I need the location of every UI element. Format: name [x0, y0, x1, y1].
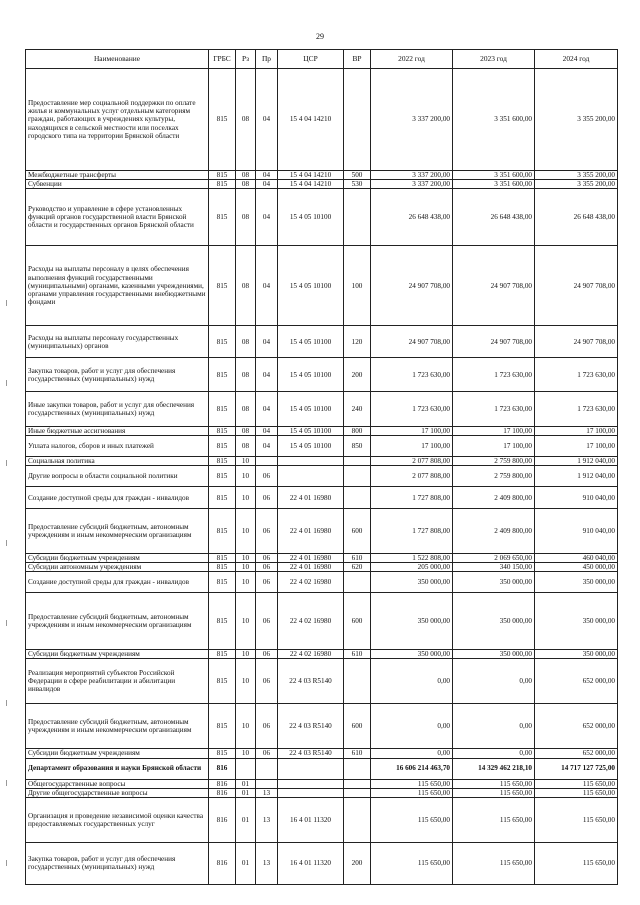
cell-pr: 04	[256, 392, 278, 427]
cell-grbs: 815	[209, 749, 236, 758]
cell-pr: 04	[256, 180, 278, 189]
cell-2022: 24 907 708,00	[371, 246, 453, 326]
cell-2024: 17 100,00	[535, 427, 618, 436]
cell-2022: 115 650,00	[371, 788, 453, 797]
cell-name: Другие общегосударственные вопросы	[26, 788, 209, 797]
cell-name: Создание доступной среды для граждан - инвалидов	[26, 487, 209, 509]
cell-csr: 22 4 03 R5140	[278, 704, 344, 749]
table-row	[26, 466, 618, 487]
table-row	[26, 797, 618, 842]
table-row	[26, 572, 618, 593]
cell-rz: 10	[236, 554, 256, 563]
cell-pr: 04	[256, 358, 278, 392]
cell-rz	[236, 758, 256, 779]
table-row	[26, 69, 618, 171]
cell-vr: 600	[344, 509, 371, 554]
cell-name: Закупка товаров, работ и услуг для обеспечения государственных (муниципальных) нужд	[26, 358, 209, 392]
cell-grbs: 815	[209, 563, 236, 572]
cell-rz: 10	[236, 659, 256, 704]
cell-pr: 04	[256, 436, 278, 457]
cell-2023: 26 648 438,00	[453, 189, 535, 246]
cell-vr	[344, 457, 371, 466]
table-row	[26, 788, 618, 797]
cell-grbs: 815	[209, 392, 236, 427]
table-row	[26, 650, 618, 659]
cell-grbs: 815	[209, 436, 236, 457]
table-row	[26, 563, 618, 572]
cell-pr: 06	[256, 704, 278, 749]
cell-2024: 115 650,00	[535, 797, 618, 842]
cell-vr	[344, 572, 371, 593]
table-row	[26, 758, 618, 779]
cell-grbs: 815	[209, 246, 236, 326]
cell-name: Закупка товаров, работ и услуг для обеспечения государственных (муниципальных) нужд	[26, 842, 209, 884]
cell-2022: 1 522 808,00	[371, 554, 453, 563]
cell-pr: 04	[256, 246, 278, 326]
cell-2022: 24 907 708,00	[371, 326, 453, 358]
cell-csr: 15 4 04 14210	[278, 69, 344, 171]
cell-2024: 1 912 040,00	[535, 466, 618, 487]
cell-vr: 600	[344, 704, 371, 749]
cell-rz: 10	[236, 509, 256, 554]
cell-rz: 10	[236, 466, 256, 487]
cell-name: Субсидии бюджетным учреждениям	[26, 650, 209, 659]
cell-csr: 16 4 01 11320	[278, 842, 344, 884]
cell-csr	[278, 779, 344, 788]
cell-pr: 13	[256, 797, 278, 842]
cell-2022: 115 650,00	[371, 797, 453, 842]
cell-2024: 115 650,00	[535, 842, 618, 884]
table-row	[26, 842, 618, 884]
margin-mark	[6, 860, 7, 866]
cell-rz: 08	[236, 189, 256, 246]
cell-name: Общегосударственные вопросы	[26, 779, 209, 788]
column-header-rz: Рз	[236, 50, 256, 69]
cell-2023: 24 907 708,00	[453, 326, 535, 358]
cell-grbs: 816	[209, 779, 236, 788]
cell-2022: 1 723 630,00	[371, 392, 453, 427]
cell-rz: 10	[236, 563, 256, 572]
cell-2022: 0,00	[371, 659, 453, 704]
cell-csr: 22 4 03 R5140	[278, 659, 344, 704]
cell-vr: 200	[344, 358, 371, 392]
cell-vr	[344, 659, 371, 704]
cell-grbs: 815	[209, 427, 236, 436]
cell-vr: 610	[344, 749, 371, 758]
cell-name: Департамент образования и науки Брянской области	[26, 758, 209, 779]
table-row	[26, 457, 618, 466]
cell-2023: 2 759 800,00	[453, 457, 535, 466]
margin-mark	[6, 540, 7, 546]
cell-rz: 01	[236, 788, 256, 797]
cell-2022: 1 723 630,00	[371, 358, 453, 392]
table-row	[26, 749, 618, 758]
column-header-2024: 2024 год	[535, 50, 618, 69]
cell-2024: 652 000,00	[535, 749, 618, 758]
table-row	[26, 436, 618, 457]
cell-rz: 08	[236, 358, 256, 392]
cell-csr: 15 4 05 10100	[278, 326, 344, 358]
cell-pr: 13	[256, 842, 278, 884]
cell-name: Предоставление субсидий бюджетным, автономным учреждениям и иным некоммерческим организациям	[26, 593, 209, 650]
cell-vr: 620	[344, 563, 371, 572]
cell-2024: 115 650,00	[535, 788, 618, 797]
cell-csr	[278, 466, 344, 487]
cell-csr	[278, 758, 344, 779]
cell-rz: 10	[236, 593, 256, 650]
cell-name: Иные закупки товаров, работ и услуг для обеспечения государственных (муниципальных) нужд	[26, 392, 209, 427]
cell-pr: 06	[256, 749, 278, 758]
table-row	[26, 427, 618, 436]
cell-2023: 2 409 800,00	[453, 509, 535, 554]
column-header-vr: ВР	[344, 50, 371, 69]
table-row	[26, 326, 618, 358]
cell-2022: 205 000,00	[371, 563, 453, 572]
cell-2023: 0,00	[453, 704, 535, 749]
cell-2023: 115 650,00	[453, 788, 535, 797]
cell-grbs: 815	[209, 171, 236, 180]
cell-2023: 2 069 650,00	[453, 554, 535, 563]
cell-name: Межбюджетные трансферты	[26, 171, 209, 180]
cell-vr	[344, 758, 371, 779]
cell-vr: 610	[344, 554, 371, 563]
cell-rz: 10	[236, 650, 256, 659]
cell-2022: 1 727 808,00	[371, 509, 453, 554]
cell-2023: 3 351 600,00	[453, 69, 535, 171]
cell-2023: 3 351 600,00	[453, 171, 535, 180]
cell-grbs: 815	[209, 593, 236, 650]
cell-csr: 15 4 05 10100	[278, 189, 344, 246]
cell-vr	[344, 487, 371, 509]
cell-rz: 08	[236, 246, 256, 326]
cell-grbs: 815	[209, 457, 236, 466]
cell-name: Субсидии бюджетным учреждениям	[26, 749, 209, 758]
cell-rz: 01	[236, 842, 256, 884]
cell-2022: 1 727 808,00	[371, 487, 453, 509]
margin-mark	[6, 700, 7, 706]
cell-2024: 14 717 127 725,00	[535, 758, 618, 779]
cell-grbs: 815	[209, 358, 236, 392]
cell-grbs: 815	[209, 466, 236, 487]
cell-2024: 24 907 708,00	[535, 246, 618, 326]
cell-grbs: 816	[209, 788, 236, 797]
cell-csr: 22 4 02 16980	[278, 572, 344, 593]
cell-vr: 600	[344, 593, 371, 650]
cell-2023: 350 000,00	[453, 650, 535, 659]
cell-vr: 800	[344, 427, 371, 436]
cell-pr: 06	[256, 572, 278, 593]
cell-2023: 24 907 708,00	[453, 246, 535, 326]
cell-2024: 460 040,00	[535, 554, 618, 563]
cell-name: Субвенции	[26, 180, 209, 189]
cell-name: Расходы на выплаты персоналу в целях обеспечения выполнения функций государственными (муниципальными) органами, казенными учреждениями, органами управления государственными внебюджетными фондами	[26, 246, 209, 326]
cell-rz: 10	[236, 457, 256, 466]
cell-2023: 17 100,00	[453, 436, 535, 457]
cell-2023: 1 723 630,00	[453, 392, 535, 427]
table-row	[26, 392, 618, 427]
cell-csr: 16 4 01 11320	[278, 797, 344, 842]
table-row	[26, 659, 618, 704]
cell-grbs: 815	[209, 659, 236, 704]
cell-2023: 115 650,00	[453, 842, 535, 884]
cell-csr: 22 4 02 16980	[278, 593, 344, 650]
cell-rz: 08	[236, 180, 256, 189]
cell-grbs: 815	[209, 180, 236, 189]
cell-csr: 15 4 05 10100	[278, 436, 344, 457]
cell-vr: 850	[344, 436, 371, 457]
cell-csr: 22 4 01 16980	[278, 563, 344, 572]
table-row	[26, 180, 618, 189]
cell-rz: 01	[236, 797, 256, 842]
cell-2023: 350 000,00	[453, 593, 535, 650]
cell-grbs: 815	[209, 650, 236, 659]
cell-csr	[278, 788, 344, 797]
cell-pr: 04	[256, 326, 278, 358]
margin-mark	[6, 620, 7, 626]
table-row	[26, 171, 618, 180]
cell-name: Создание доступной среды для граждан - инвалидов	[26, 572, 209, 593]
table-row	[26, 509, 618, 554]
cell-name: Иные бюджетные ассигнования	[26, 427, 209, 436]
cell-grbs: 815	[209, 487, 236, 509]
cell-rz: 08	[236, 392, 256, 427]
cell-2024: 24 907 708,00	[535, 326, 618, 358]
cell-pr: 06	[256, 593, 278, 650]
cell-rz: 10	[236, 487, 256, 509]
column-header-name: Наименование	[26, 50, 209, 69]
cell-csr: 22 4 03 R5140	[278, 749, 344, 758]
cell-name: Предоставление мер социальной поддержки по оплате жилья и коммунальных услуг отдельным категориям граждан, работающих в учреждениях культуры, находящихся в сельской местности или поселках городского типа на территории Брянской области	[26, 69, 209, 171]
cell-pr	[256, 779, 278, 788]
cell-csr: 22 4 01 16980	[278, 554, 344, 563]
cell-vr	[344, 466, 371, 487]
cell-vr	[344, 788, 371, 797]
cell-name: Субсидии автономным учреждениям	[26, 563, 209, 572]
cell-pr: 06	[256, 659, 278, 704]
cell-name: Социальная политика	[26, 457, 209, 466]
cell-2022: 0,00	[371, 704, 453, 749]
cell-2024: 3 355 200,00	[535, 180, 618, 189]
cell-2024: 1 723 630,00	[535, 358, 618, 392]
cell-vr: 500	[344, 171, 371, 180]
cell-csr: 22 4 01 16980	[278, 509, 344, 554]
cell-vr: 100	[344, 246, 371, 326]
cell-name: Предоставление субсидий бюджетным, автономным учреждениям и иным некоммерческим организациям	[26, 704, 209, 749]
table-row	[26, 189, 618, 246]
cell-2022: 16 606 214 463,70	[371, 758, 453, 779]
cell-2023: 3 351 600,00	[453, 180, 535, 189]
cell-pr	[256, 457, 278, 466]
cell-pr: 06	[256, 487, 278, 509]
margin-mark	[6, 780, 7, 786]
cell-pr: 04	[256, 171, 278, 180]
cell-pr: 06	[256, 554, 278, 563]
cell-2022: 350 000,00	[371, 593, 453, 650]
margin-mark	[6, 380, 7, 386]
cell-2023: 0,00	[453, 659, 535, 704]
cell-2022: 17 100,00	[371, 427, 453, 436]
table-row	[26, 779, 618, 788]
column-header-2022: 2022 год	[371, 50, 453, 69]
cell-rz: 01	[236, 779, 256, 788]
cell-2022: 3 337 200,00	[371, 69, 453, 171]
cell-2022: 2 077 808,00	[371, 457, 453, 466]
cell-name: Субсидии бюджетным учреждениям	[26, 554, 209, 563]
cell-vr: 240	[344, 392, 371, 427]
table-row	[26, 487, 618, 509]
cell-pr: 06	[256, 509, 278, 554]
cell-csr: 15 4 05 10100	[278, 392, 344, 427]
table-row	[26, 554, 618, 563]
cell-csr: 15 4 05 10100	[278, 427, 344, 436]
cell-2022: 2 077 808,00	[371, 466, 453, 487]
budget-table	[25, 49, 618, 885]
cell-2023: 14 329 462 218,10	[453, 758, 535, 779]
cell-csr	[278, 457, 344, 466]
cell-2024: 3 355 200,00	[535, 69, 618, 171]
cell-2022: 350 000,00	[371, 650, 453, 659]
cell-2024: 910 040,00	[535, 509, 618, 554]
cell-vr	[344, 779, 371, 788]
cell-grbs: 815	[209, 554, 236, 563]
cell-grbs: 815	[209, 69, 236, 171]
cell-2024: 26 648 438,00	[535, 189, 618, 246]
cell-vr: 610	[344, 650, 371, 659]
cell-2023: 0,00	[453, 749, 535, 758]
cell-rz: 08	[236, 171, 256, 180]
cell-2024: 115 650,00	[535, 779, 618, 788]
table-row	[26, 358, 618, 392]
cell-grbs: 816	[209, 797, 236, 842]
cell-rz: 08	[236, 326, 256, 358]
table-row	[26, 593, 618, 650]
cell-csr: 15 4 05 10100	[278, 246, 344, 326]
cell-grbs: 816	[209, 842, 236, 884]
table-row	[26, 246, 618, 326]
column-header-csr: ЦСР	[278, 50, 344, 69]
column-header-pr: Пр	[256, 50, 278, 69]
column-header-2023: 2023 год	[453, 50, 535, 69]
cell-name: Другие вопросы в области социальной политики	[26, 466, 209, 487]
cell-2022: 350 000,00	[371, 572, 453, 593]
cell-pr	[256, 758, 278, 779]
cell-2024: 450 000,00	[535, 563, 618, 572]
cell-rz: 08	[236, 69, 256, 171]
cell-pr: 06	[256, 563, 278, 572]
cell-2023: 115 650,00	[453, 779, 535, 788]
cell-2024: 350 000,00	[535, 593, 618, 650]
cell-vr	[344, 189, 371, 246]
cell-2023: 1 723 630,00	[453, 358, 535, 392]
cell-pr: 06	[256, 650, 278, 659]
cell-2022: 26 648 438,00	[371, 189, 453, 246]
cell-grbs: 815	[209, 704, 236, 749]
cell-vr	[344, 797, 371, 842]
cell-vr: 200	[344, 842, 371, 884]
cell-2024: 652 000,00	[535, 704, 618, 749]
column-header-grbs: ГРБС	[209, 50, 236, 69]
cell-csr: 22 4 02 16980	[278, 650, 344, 659]
cell-2023: 17 100,00	[453, 427, 535, 436]
cell-2024: 3 355 200,00	[535, 171, 618, 180]
cell-2022: 115 650,00	[371, 842, 453, 884]
cell-name: Расходы на выплаты персоналу государственных (муниципальных) органов	[26, 326, 209, 358]
cell-rz: 08	[236, 427, 256, 436]
cell-2022: 17 100,00	[371, 436, 453, 457]
cell-2023: 340 150,00	[453, 563, 535, 572]
table-body	[26, 69, 618, 885]
margin-mark	[6, 300, 7, 306]
cell-rz: 08	[236, 436, 256, 457]
cell-2024: 910 040,00	[535, 487, 618, 509]
cell-2023: 2 759 800,00	[453, 466, 535, 487]
cell-pr: 04	[256, 427, 278, 436]
cell-name: Руководство и управление в сфере установленных функций органов государственной власти Брянской области и государственных органов Брянской области	[26, 189, 209, 246]
cell-2024: 1 912 040,00	[535, 457, 618, 466]
cell-2024: 350 000,00	[535, 650, 618, 659]
cell-pr: 04	[256, 189, 278, 246]
cell-2022: 3 337 200,00	[371, 180, 453, 189]
cell-pr: 04	[256, 69, 278, 171]
cell-2024: 1 723 630,00	[535, 392, 618, 427]
cell-2023: 115 650,00	[453, 797, 535, 842]
cell-name: Реализация мероприятий субъектов Российской Федерации в сфере реабилитации и абилитации инвалидов	[26, 659, 209, 704]
cell-name: Уплата налогов, сборов и иных платежей	[26, 436, 209, 457]
page-number: 29	[316, 32, 324, 41]
cell-2022: 3 337 200,00	[371, 171, 453, 180]
cell-rz: 10	[236, 572, 256, 593]
margin-mark	[6, 460, 7, 466]
cell-grbs: 815	[209, 509, 236, 554]
cell-2024: 17 100,00	[535, 436, 618, 457]
cell-csr: 22 4 01 16980	[278, 487, 344, 509]
cell-vr: 120	[344, 326, 371, 358]
cell-name: Организация и проведение независимой оценки качества предоставляемых государственных услуг	[26, 797, 209, 842]
cell-2022: 0,00	[371, 749, 453, 758]
cell-rz: 10	[236, 749, 256, 758]
cell-vr	[344, 69, 371, 171]
cell-grbs: 816	[209, 758, 236, 779]
cell-grbs: 815	[209, 326, 236, 358]
cell-csr: 15 4 04 14210	[278, 180, 344, 189]
cell-pr: 13	[256, 788, 278, 797]
cell-2023: 350 000,00	[453, 572, 535, 593]
cell-grbs: 815	[209, 189, 236, 246]
cell-name: Предоставление субсидий бюджетным, автономным учреждениям и иным некоммерческим организациям	[26, 509, 209, 554]
cell-2023: 2 409 800,00	[453, 487, 535, 509]
cell-pr: 06	[256, 466, 278, 487]
cell-2022: 115 650,00	[371, 779, 453, 788]
cell-csr: 15 4 05 10100	[278, 358, 344, 392]
cell-csr: 15 4 04 14210	[278, 171, 344, 180]
cell-rz: 10	[236, 704, 256, 749]
table-header-row	[26, 50, 618, 69]
cell-2024: 350 000,00	[535, 572, 618, 593]
cell-vr: 530	[344, 180, 371, 189]
cell-grbs: 815	[209, 572, 236, 593]
table-row	[26, 704, 618, 749]
cell-2024: 652 000,00	[535, 659, 618, 704]
